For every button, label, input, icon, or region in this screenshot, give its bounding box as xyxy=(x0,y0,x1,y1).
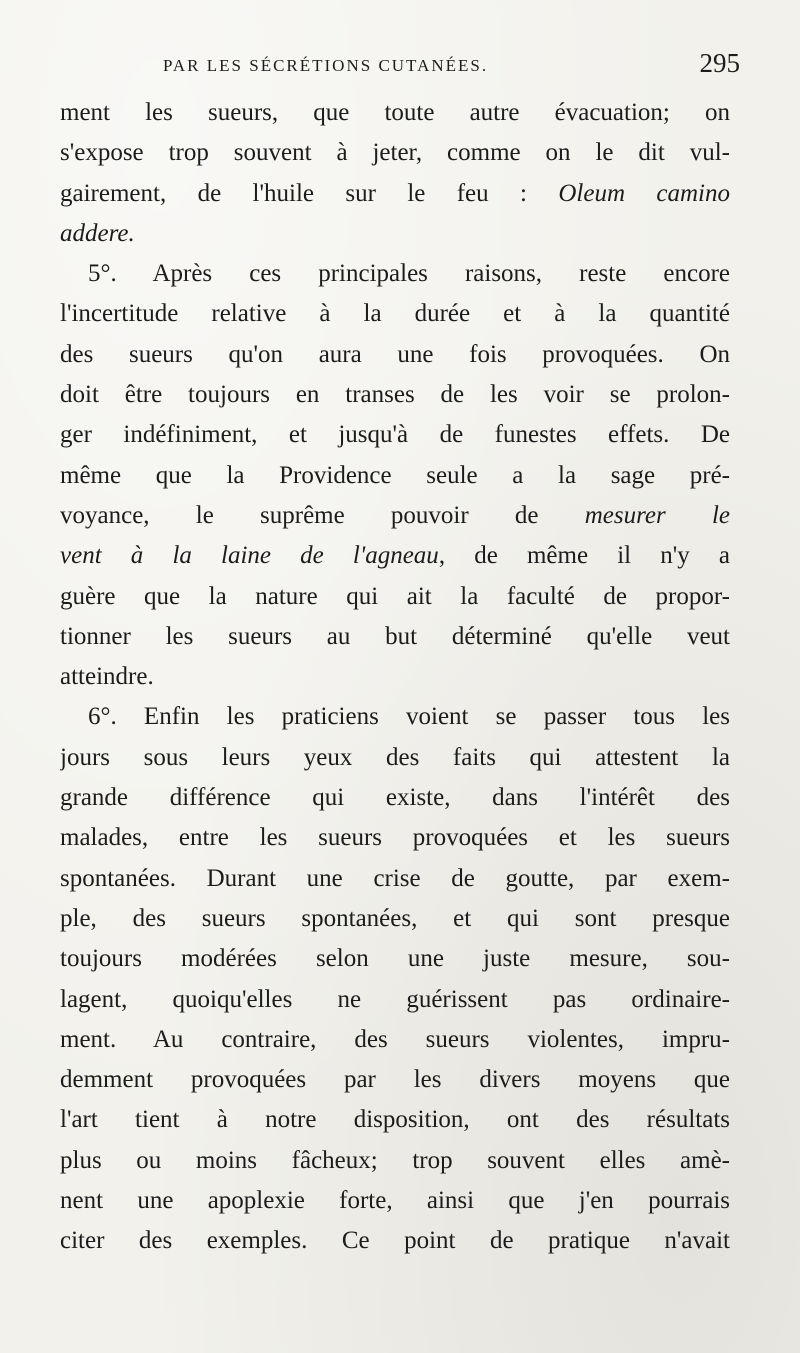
page-header xyxy=(60,46,740,86)
line-text: nent une apoplexie forte, ainsi que j'en pourrais xyxy=(60,1187,730,1215)
line-text: grande différence qui existe, dans l'intérêt des xyxy=(60,784,730,812)
text-line xyxy=(60,939,730,979)
text-line xyxy=(60,133,730,173)
line-text: plus ou moins fâcheux; trop souvent elles amè- xyxy=(60,1146,730,1174)
text-line xyxy=(60,738,730,778)
line-text: citer des exemples. Ce point de pratique n'avait xyxy=(60,1227,730,1255)
text-line xyxy=(60,657,730,697)
line-text: demment provoquées par les divers moyens que xyxy=(60,1066,730,1094)
line-text: s'expose trop souvent à jeter, comme on le dit vul- xyxy=(60,139,730,167)
text-line xyxy=(60,375,730,415)
line-text: lagent, quoiqu'elles ne guérissent pas ordinaire- xyxy=(60,985,730,1013)
line-text: ment. Au contraire, des sueurs violentes, impru- xyxy=(60,1025,730,1053)
text-line xyxy=(60,93,730,133)
text-line xyxy=(60,1060,730,1100)
text-line xyxy=(60,1020,730,1060)
line-text: des sueurs qu'on aura une fois provoquées. On xyxy=(60,340,730,368)
line-text: doit être toujours en transes de les voir se prolon- xyxy=(60,381,730,409)
line-text: voyance, le suprême pouvoir de xyxy=(60,501,585,529)
text-line xyxy=(60,294,730,334)
text-line xyxy=(60,1181,730,1221)
text-line xyxy=(60,174,730,214)
text-line xyxy=(60,536,730,576)
text-line xyxy=(60,1141,730,1181)
text-line xyxy=(60,980,730,1020)
line-text: ple, des sueurs spontanées, et qui sont presque xyxy=(60,904,730,932)
italic-text: vent à la laine de l'agneau xyxy=(60,542,439,570)
line-text: toujours modérées selon une juste mesure, sou- xyxy=(60,945,730,973)
line-text: ger indéfiniment, et jusqu'à de funestes effets. De xyxy=(60,421,730,449)
line-text: l'incertitude relative à la durée et à la quantité xyxy=(60,300,730,328)
line-text: guère que la nature qui ait la faculté de propor- xyxy=(60,582,730,610)
text-line xyxy=(60,335,730,375)
text-line xyxy=(60,818,730,858)
italic-text: Oleum camino xyxy=(558,179,730,207)
line-text: gairement, de l'huile sur le feu : xyxy=(60,179,559,207)
text-line xyxy=(60,214,730,254)
line-text: ment les sueurs, que toute autre évacuation; on xyxy=(60,99,730,126)
text-line xyxy=(60,456,730,496)
line-text: atteindre. xyxy=(60,663,154,691)
line-text: tionner les sueurs au but déterminé qu'elle veut xyxy=(60,622,730,650)
running-head: PAR LES SÉCRÉTIONS CUTANÉES. xyxy=(163,56,489,75)
italic-text: addere. xyxy=(60,219,135,247)
line-text: 5°. Après ces principales raisons, reste encore xyxy=(88,260,730,288)
line-text: jours sous leurs yeux des faits qui attestent la xyxy=(60,743,730,771)
line-text: malades, entre les sueurs provoquées et les sueurs xyxy=(60,824,730,852)
page-number: 295 xyxy=(699,48,740,78)
line-text: , de même il n'y a xyxy=(438,542,730,570)
text-line xyxy=(60,254,730,294)
text-line xyxy=(60,496,730,536)
text-line xyxy=(60,778,730,818)
line-text: même que la Providence seule a la sage pré- xyxy=(60,461,730,489)
text-line xyxy=(60,899,730,939)
text-line xyxy=(60,1100,730,1140)
text-line xyxy=(60,859,730,899)
text-line xyxy=(60,415,730,455)
text-line xyxy=(60,617,730,657)
line-text: l'art tient à notre disposition, ont des résultats xyxy=(60,1106,730,1134)
text-line xyxy=(60,1221,730,1261)
line-text: 6°. Enfin les praticiens voient se passer tous les xyxy=(88,703,730,731)
italic-text: mesurer le xyxy=(584,501,730,529)
body-text xyxy=(60,93,730,1262)
line-text: spontanées. Durant une crise de goutte, par exem- xyxy=(60,864,730,892)
text-line xyxy=(60,697,730,737)
text-line xyxy=(60,577,730,617)
